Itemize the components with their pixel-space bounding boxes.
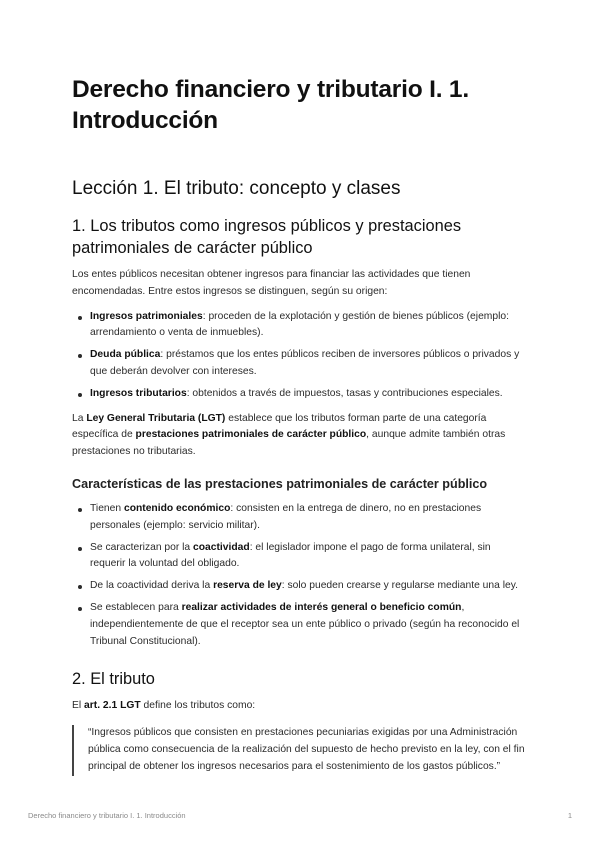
- definition-quote: “Ingresos públicos que consisten en prestaciones pecuniarias exigidas por una Administración pública como consecuencia de la realización del supuesto de hecho previsto en la ley, con el fin principal de obtener los ingresos necesarios para el sostenimiento de los gastos públicos.”: [72, 725, 528, 775]
- list-item: Ingresos patrimoniales: proceden de la explotación y gestión de bienes públicos (ejemplo: arrendamiento o venta de inmuebles).: [72, 309, 528, 343]
- page-number: 1: [567, 811, 572, 820]
- section-2-intro: El art. 2.1 LGT define los tributos como:: [72, 700, 256, 712]
- list-item: Se caracterizan por la coactividad: el legislador impone el pago de forma unilateral, sin requerir la voluntad del obligado.: [72, 540, 528, 574]
- footer-text: Derecho financiero y tributario I. 1. Introducción: [28, 811, 186, 820]
- list-item: Se establecen para realizar actividades de interés general o beneficio común, independientemente de que el receptor sea un ente público o privado (según ha reconocido el Tribunal Constitucional).: [72, 600, 528, 650]
- page-footer: [28, 811, 572, 820]
- lesson-heading: Lección 1. El tributo: concepto y clases: [72, 178, 401, 199]
- income-types-list: [72, 309, 528, 403]
- characteristics-heading: Características de las prestaciones patrimoniales de carácter público: [72, 476, 488, 491]
- lgt-paragraph: La Ley General Tributaria (LGT) establece que los tributos forman parte de una categoría específica de prestaciones patrimoniales de carácter público, aunque admite también otras prestaciones no tributarias.: [72, 412, 506, 458]
- list-item: De la coactividad deriva la reserva de ley: solo pueden crearse y regularse mediante una ley.: [72, 578, 528, 595]
- list-item: Deuda pública: préstamos que los entes públicos reciben de inversores públicos o privados y que deberán devolver con intereses.: [72, 347, 528, 381]
- list-item: Tienen contenido económico: consisten en la entrega de dinero, no en prestaciones personales (ejemplo: servicio militar).: [72, 501, 528, 535]
- section-2-heading: 2. El tributo: [72, 670, 155, 689]
- list-item: Ingresos tributarios: obtenidos a través de impuestos, tasas y contribuciones especiales.: [72, 386, 528, 403]
- section-1-heading: 1. Los tributos como ingresos públicos y prestaciones patrimoniales de carácter público: [72, 217, 462, 257]
- characteristics-list: [72, 501, 528, 650]
- document-page: [72, 74, 528, 776]
- section-1-intro: Los entes públicos necesitan obtener ingresos para financiar las actividades que tienen encomendadas. Entre estos ingresos se distinguen, según su origen:: [72, 269, 471, 297]
- document-title: Derecho financiero y tributario I. 1. Introducción: [72, 76, 469, 134]
